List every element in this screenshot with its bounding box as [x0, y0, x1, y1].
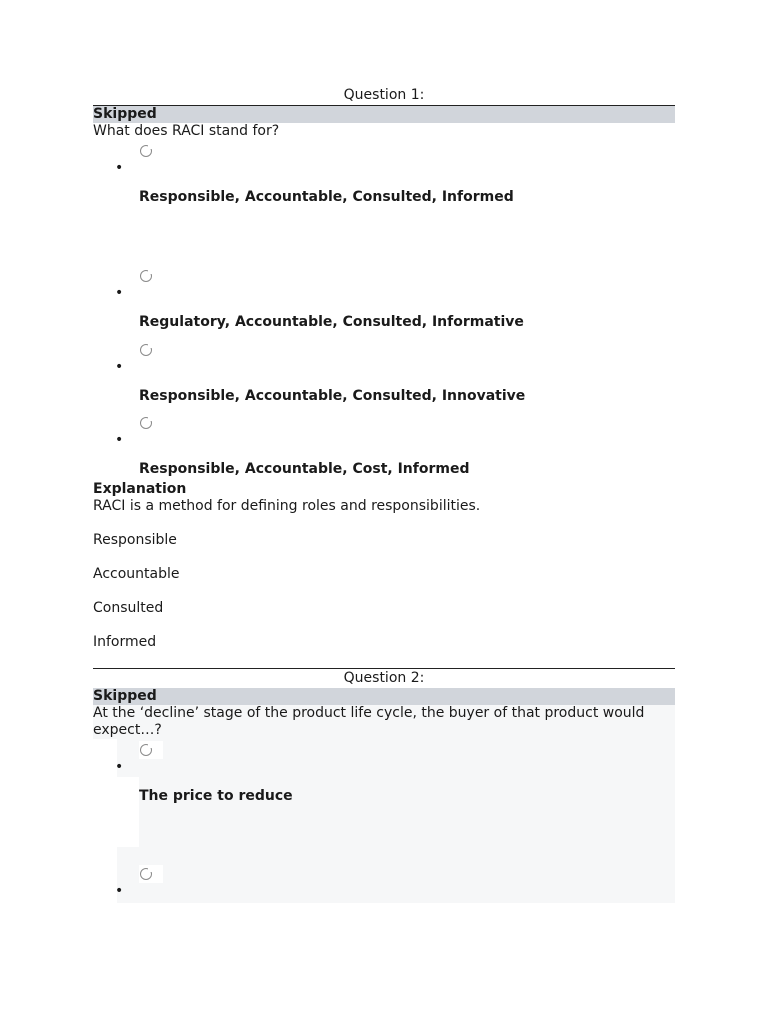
- explanation: [93, 481, 675, 651]
- answer-option[interactable]: [93, 338, 675, 404]
- explanation-title: Explanation: [93, 481, 187, 497]
- answer-option[interactable]: [93, 739, 675, 829]
- bullet-icon: •: [115, 759, 124, 775]
- radio-icon[interactable]: [140, 744, 152, 756]
- explanation-text: Informed: [93, 634, 157, 650]
- answer-label: The price to reduce: [139, 788, 293, 804]
- answer-option[interactable]: [93, 140, 675, 230]
- radio-icon[interactable]: [140, 270, 152, 282]
- bullet-icon: •: [115, 160, 124, 176]
- question-header: Question 2:: [343, 670, 425, 686]
- quiz-content: [93, 86, 675, 903]
- question-1: [93, 86, 675, 651]
- answer-option[interactable]: [93, 264, 675, 330]
- radio-icon[interactable]: [140, 145, 152, 157]
- explanation-text: Responsible: [93, 532, 177, 548]
- radio-icon[interactable]: [140, 344, 152, 356]
- bullet-icon: •: [115, 285, 124, 301]
- answer-option[interactable]: [93, 411, 675, 477]
- answer-label: Responsible, Accountable, Cost, Informed: [139, 461, 470, 477]
- bullet-icon: •: [115, 432, 124, 448]
- radio-icon[interactable]: [140, 417, 152, 429]
- answer-label: Regulatory, Accountable, Consulted, Informative: [139, 314, 524, 330]
- status-badge: Skipped: [93, 106, 675, 123]
- answer-list: [93, 140, 675, 481]
- status-badge: Skipped: [93, 688, 675, 705]
- question-body: [93, 705, 675, 903]
- bullet-icon: •: [115, 883, 124, 899]
- question-text: What does RACI stand for?: [93, 123, 280, 139]
- question-header: Question 1:: [93, 86, 675, 106]
- answer-label: Responsible, Accountable, Consulted, Innovative: [139, 388, 526, 404]
- answer-option[interactable]: [93, 863, 675, 903]
- radio-icon[interactable]: [140, 868, 152, 880]
- question-2: [93, 669, 675, 903]
- explanation-text: Accountable: [93, 566, 180, 582]
- question-text: At the ‘decline’ stage of the product life cycle, the buyer of that product would expect…?: [93, 705, 645, 738]
- explanation-text: Consulted: [93, 600, 164, 616]
- answer-label: Responsible, Accountable, Consulted, Informed: [139, 189, 514, 205]
- bullet-icon: •: [115, 359, 124, 375]
- explanation-text: RACI is a method for defining roles and responsibilities.: [93, 498, 481, 514]
